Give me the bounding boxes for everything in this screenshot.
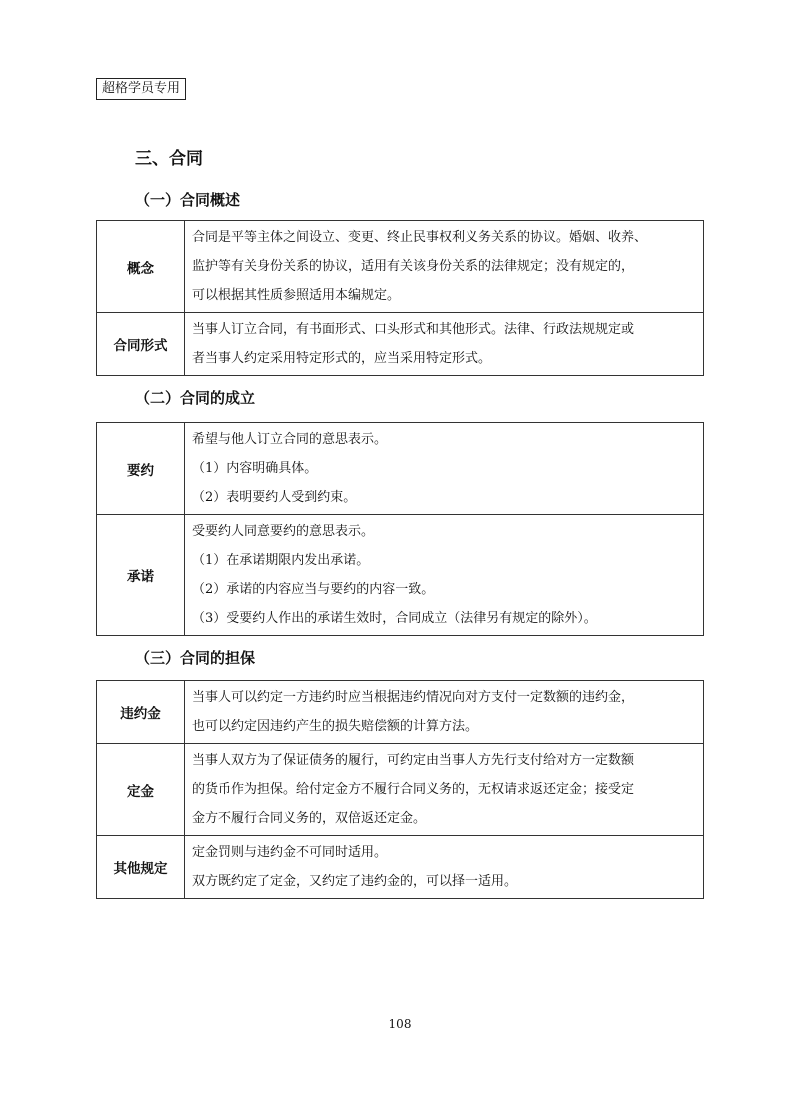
- text-line: 受要约人同意要约的意思表示。: [192, 524, 375, 539]
- row-label: 定金: [97, 744, 185, 836]
- row-label: 其他规定: [97, 836, 185, 899]
- text-line: （1）内容明确具体。: [192, 461, 318, 476]
- row-content: [185, 681, 704, 744]
- row-content: [185, 423, 704, 515]
- row-content: [185, 836, 704, 899]
- row-label: 合同形式: [97, 313, 185, 376]
- row-content: [185, 221, 704, 313]
- row-content: [185, 313, 704, 376]
- table-row: [97, 836, 704, 899]
- text-line: 者当事人约定采用特定形式的，应当采用特定形式。: [192, 351, 492, 366]
- text-line: 希望与他人订立合同的意思表示。: [192, 432, 388, 447]
- text-line: 当事人双方为了保证债务的履行，可约定由当事人方先行支付给对方一定数额: [192, 753, 635, 768]
- subsection-title-guarantee: （三）合同的担保: [135, 649, 256, 667]
- text-line: 可以根据其性质参照适用本编规定。: [192, 288, 401, 303]
- text-line: 的货币作为担保。给付定金方不履行合同义务的，无权请求返还定金；接受定: [192, 782, 635, 797]
- row-label: 要约: [97, 423, 185, 515]
- table-row: [97, 744, 704, 836]
- table-row: [97, 221, 704, 313]
- table-guarantee: [96, 680, 704, 899]
- table-row: [97, 515, 704, 636]
- page-number: 108: [388, 1017, 412, 1031]
- table-overview: [96, 220, 704, 376]
- text-line: 监护等有关身份关系的协议，适用有关该身份关系的法律规定；没有规定的，: [192, 259, 635, 274]
- text-line: 双方既约定了定金，又约定了违约金的，可以择一适用。: [192, 874, 518, 889]
- table-row: [97, 681, 704, 744]
- section-title: 三、合同: [135, 149, 203, 169]
- text-line: （3）受要约人作出的承诺生效时，合同成立（法律另有规定的除外）。: [192, 611, 597, 626]
- row-content: [185, 744, 704, 836]
- table-row: [97, 423, 704, 515]
- text-line: 金方不履行合同义务的，双倍返还定金。: [192, 811, 427, 826]
- text-line: 当事人订立合同，有书面形式、口头形式和其他形式。法律、行政法规规定或: [192, 322, 635, 337]
- text-line: （1）在承诺期限内发出承诺。: [192, 553, 370, 568]
- table-formation: [96, 422, 704, 636]
- text-line: （2）表明要约人受到约束。: [192, 490, 357, 505]
- row-label: 概念: [97, 221, 185, 313]
- text-line: 定金罚则与违约金不可同时适用。: [192, 845, 388, 860]
- row-content: [185, 515, 704, 636]
- exclusive-stamp: 超格学员专用: [96, 78, 186, 100]
- text-line: （2）承诺的内容应当与要约的内容一致。: [192, 582, 435, 597]
- subsection-title-formation: （二）合同的成立: [135, 389, 256, 407]
- table-row: [97, 313, 704, 376]
- row-label: 承诺: [97, 515, 185, 636]
- row-label: 违约金: [97, 681, 185, 744]
- subsection-title-overview: （一）合同概述: [135, 191, 241, 209]
- text-line: 当事人可以约定一方违约时应当根据违约情况向对方支付一定数额的违约金，: [192, 690, 635, 705]
- text-line: 合同是平等主体之间设立、变更、终止民事权利义务关系的协议。婚姻、收养、: [192, 230, 648, 245]
- text-line: 也可以约定因违约产生的损失赔偿额的计算方法。: [192, 719, 479, 734]
